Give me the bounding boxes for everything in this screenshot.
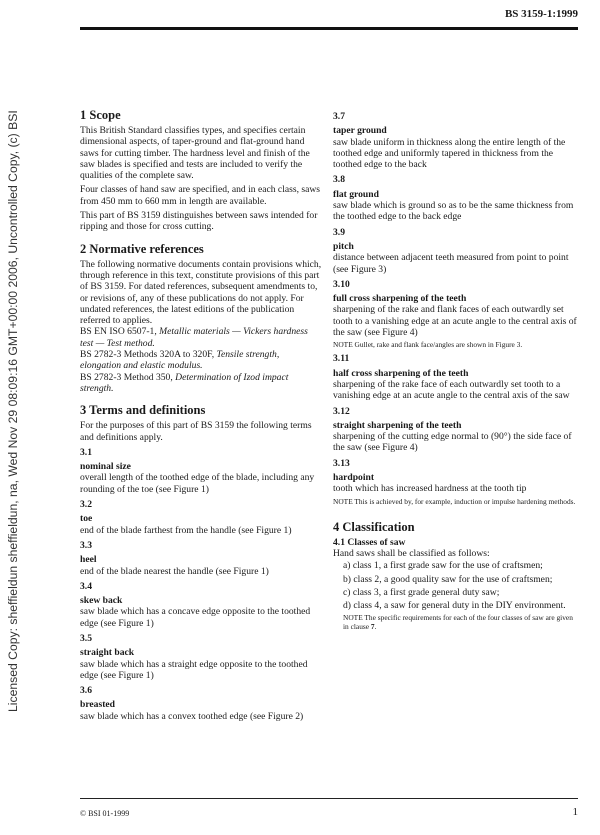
reference-item: [80, 372, 322, 395]
term-number: 3.5: [80, 632, 92, 644]
term-name: straight back: [80, 647, 135, 659]
term-number: 3.11: [333, 353, 350, 365]
section-scope-title: 1 Scope: [80, 108, 121, 122]
subsection-title: 4.1 Classes of saw: [333, 536, 406, 548]
reference-title: Tensile strength, elongation and elastic modulus.: [80, 349, 280, 372]
scope-paragraph: Four classes of hand saw are specified, and in each class, saws from 450 mm to 660 mm in length are available.: [80, 184, 321, 207]
reference-title: Determination of Izod impact strength.: [80, 371, 289, 394]
term-name: pitch: [333, 240, 354, 252]
header-rule: [80, 27, 578, 30]
term-number: 3.4: [80, 580, 92, 592]
term-number: 3.3: [80, 539, 92, 551]
term-name: taper ground: [333, 125, 387, 137]
term-number: 3.9: [333, 226, 345, 238]
page-number: 1: [572, 806, 578, 818]
term-name: flat ground: [333, 188, 379, 200]
classification-intro: Hand saws shall be classified as follows:: [333, 547, 490, 559]
section-terms-title: 3 Terms and definitions: [80, 403, 206, 418]
term-number: 3.6: [80, 685, 92, 697]
term-name: heel: [80, 554, 97, 566]
term-number: 3.1: [80, 446, 92, 458]
term-name: hardpoint: [333, 472, 375, 484]
reference-item: [80, 349, 322, 372]
terms-intro: For the purposes of this part of BS 3159 the following terms and definitions apply.: [80, 420, 312, 443]
reference-code: BS 2782-3 Method 350,: [80, 371, 176, 383]
document-id: BS 3159-1:1999: [504, 8, 578, 20]
term-definition: end of the blade farthest from the handle (see Figure 1): [80, 524, 292, 536]
footer-copyright: © BSI 01-1999: [80, 809, 130, 818]
term-definition: sharpening of the rake and flank faces of each outwardly set tooth to a vanishing edge at an acute angle to the central axis of the saw (see Figure 4): [333, 304, 577, 339]
term-name: skew back: [80, 595, 123, 607]
term-note: NOTE This is achieved by, for example, induction or impulse hardening methods.: [333, 496, 576, 506]
clause-reference: 7: [370, 622, 375, 632]
term-number: 3.7: [333, 111, 345, 122]
section-classification-title: 4 Classification: [333, 519, 415, 534]
term-definition: saw blade uniform in thickness along the entire length of the toothed edge and uniformly tapered in thickness from the toothed edge to the back: [333, 136, 566, 171]
left-column: [80, 108, 322, 722]
term-definition: saw blade which is ground so as to be the same thickness from the toothed edge to the back edge: [333, 200, 574, 223]
reference-title: Metallic materials — Vickers hardness test — Test method.: [80, 326, 308, 349]
reference-code: BS 2782-3 Methods 320A to 320F,: [80, 349, 217, 361]
list-item: b) class 2, a good quality saw for the use of craftsmen;: [343, 573, 553, 585]
term-definition: sharpening of the cutting edge normal to (90°) the side face of the saw (see Figure 4): [333, 431, 572, 454]
classification-note: NOTE The specific requirements for each of the four classes of saw are given in clause 7.: [343, 613, 573, 632]
term-name: full cross sharpening of the teeth: [333, 293, 467, 305]
term-definition: overall length of the toothed edge of the blade, including any rounding of the toe (see Figure 1): [80, 472, 315, 495]
section-normative-title: 2 Normative references: [80, 241, 204, 256]
scope-paragraph: This British Standard classifies types, and specifies certain dimensional aspects, of taper-ground and flat-ground hand saws for cutting timber. The hardness level and finish of the saw blades is specified and tests are included to verify the qualities of the complete saw.: [80, 125, 310, 182]
list-item: c) class 3, a first grade general duty saw;: [343, 586, 500, 598]
license-text: Licensed Copy: sheffieldun sheffieldun, na, Wed Nov 29 08:09:16 GMT+00:00 2006, Uncontrolled Copy, (c) BSI: [6, 110, 20, 712]
right-column: [333, 111, 577, 631]
term-number: 3.12: [333, 405, 350, 417]
term-name: half cross sharpening of the teeth: [333, 367, 469, 379]
footer-rule: [80, 798, 578, 799]
license-watermark: [6, 12, 20, 712]
term-name: nominal size: [80, 461, 131, 473]
term-name: toe: [80, 513, 93, 525]
reference-item: [80, 326, 322, 349]
normative-paragraph: The following normative documents contain provisions which, through reference in this text, constitute provisions of this part of BS 3159. For dated references, subsequent amendments to, or revisions of, any of these publications do not apply. For undated references, the latest editions of the publication referred to applies.: [80, 258, 322, 327]
term-definition: saw blade which has a convex toothed edge (see Figure 2): [80, 710, 304, 722]
scope-paragraph: This part of BS 3159 distinguishes between saws intended for ripping and those for cross cutting.: [80, 210, 318, 233]
term-number: 3.13: [333, 457, 350, 469]
term-number: 3.2: [80, 499, 92, 511]
term-note: NOTE Gullet, rake and flank face/angles are shown in Figure 3.: [333, 340, 523, 350]
term-definition: sharpening of the rake face of each outwardly set tooth to a vanishing edge at an acute angle to the central axis of the saw: [333, 378, 570, 402]
list-item: a) class 1, a first grade saw for the use of craftsmen;: [343, 560, 543, 572]
term-name: straight sharpening of the teeth: [333, 419, 462, 431]
term-name: breasted: [80, 699, 115, 711]
term-number: 3.10: [333, 278, 350, 290]
term-definition: distance between adjacent teeth measured from point to point (see Figure 3): [333, 252, 569, 275]
class-list: [333, 560, 577, 611]
reference-code: BS EN ISO 6507-1,: [80, 326, 160, 338]
term-definition: tooth which has increased hardness at the tooth tip: [333, 483, 527, 495]
list-item: d) class 4, a saw for general duty in the DIY environment.: [343, 600, 566, 612]
term-definition: saw blade which has a straight edge opposite to the toothed edge (see Figure 1): [80, 658, 308, 681]
term-number: 3.8: [333, 174, 345, 186]
term-definition: saw blade which has a concave edge opposite to the toothed edge (see Figure 1): [80, 606, 311, 629]
term-definition: end of the blade nearest the handle (see Figure 1): [80, 565, 269, 577]
